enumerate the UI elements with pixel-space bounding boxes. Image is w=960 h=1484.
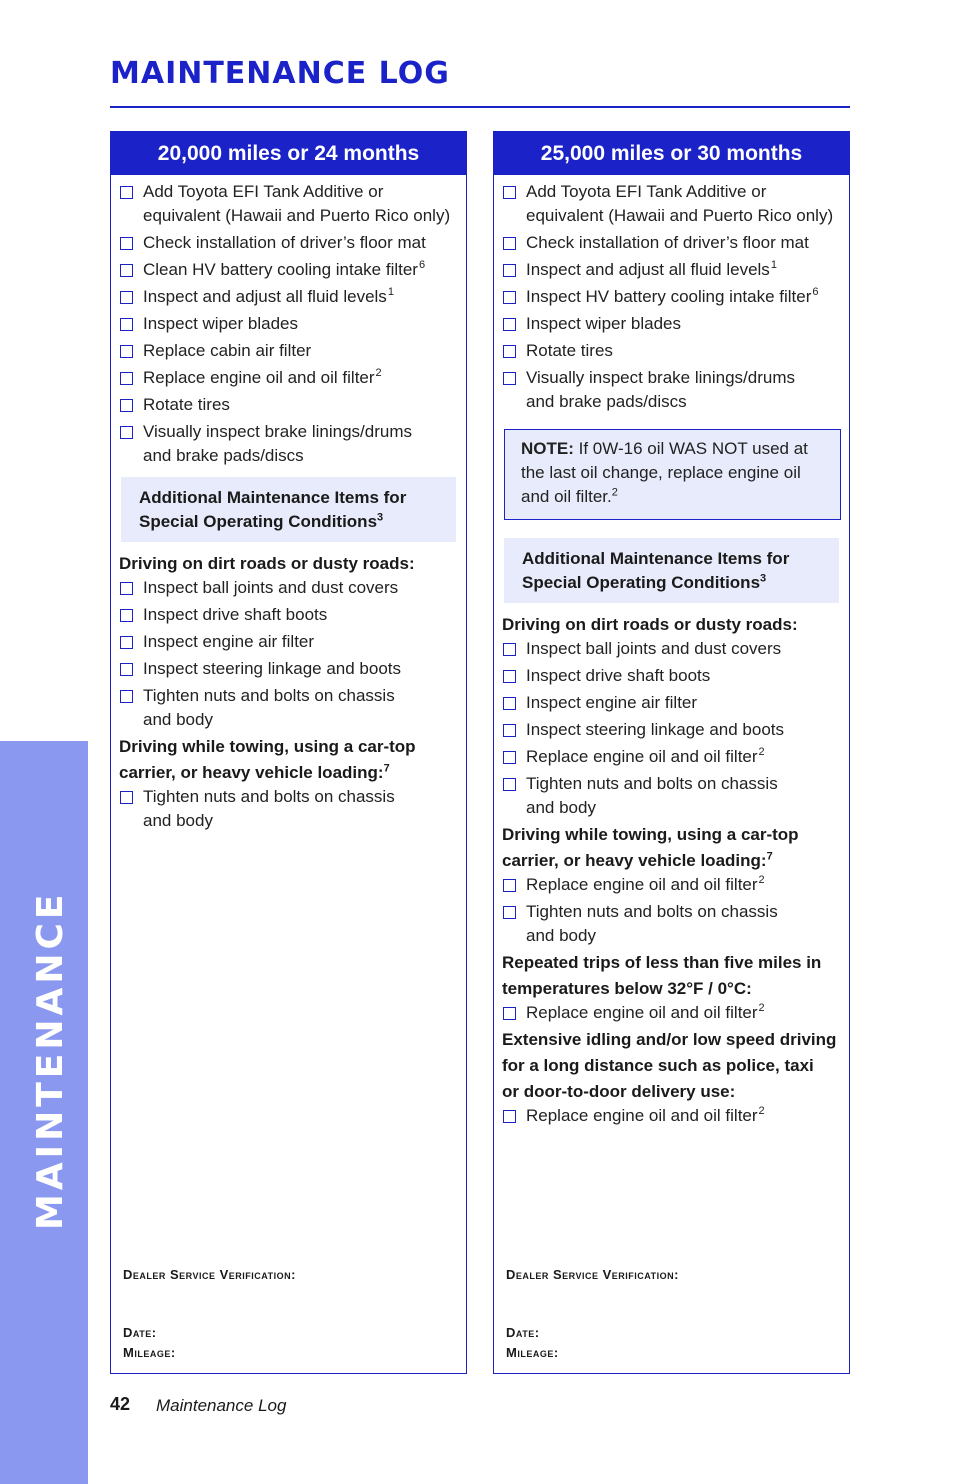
condition-heading-text: or door-to-door delivery use: xyxy=(502,1082,736,1101)
note-text: and oil filter. xyxy=(521,487,612,506)
item-text: Visually inspect brake linings/drums xyxy=(143,422,412,441)
checkbox[interactable] xyxy=(120,372,133,385)
footnote-ref: 7 xyxy=(766,850,773,863)
checklist-item xyxy=(502,285,841,309)
page-title: MAINTENANCE LOG xyxy=(110,56,450,91)
item-text: Tighten nuts and bolts on chassis xyxy=(526,902,778,921)
item-text: Check installation of driver’s floor mat xyxy=(526,233,809,252)
checklist-item xyxy=(502,718,841,742)
checkbox[interactable] xyxy=(503,670,516,683)
checklist-item xyxy=(119,603,458,627)
checkbox[interactable] xyxy=(503,778,516,791)
checklist-item xyxy=(119,366,458,390)
checklist-item xyxy=(502,180,841,228)
condition-heading xyxy=(502,977,841,1001)
checklist-item xyxy=(502,231,841,255)
checklist-item xyxy=(119,420,458,468)
condition-heading xyxy=(502,951,841,975)
checkbox[interactable] xyxy=(120,636,133,649)
item-text-continued: and brake pads/discs xyxy=(143,446,304,465)
checklist-item xyxy=(502,312,841,336)
additional-title-line: Additional Maintenance Items for xyxy=(139,488,407,507)
checklist-item xyxy=(119,285,458,309)
item-text: Inspect steering linkage and boots xyxy=(526,720,785,739)
right-panel xyxy=(493,131,850,1374)
right-checklist xyxy=(502,180,841,414)
item-text: Replace engine oil and oil filter xyxy=(526,1003,758,1022)
item-text: Check installation of driver’s floor mat xyxy=(143,233,426,252)
note-box xyxy=(504,429,841,520)
item-text: Replace engine oil and oil filter xyxy=(143,368,375,387)
page-number: 42 xyxy=(110,1394,131,1414)
checklist-item xyxy=(502,1104,841,1128)
checklist-item xyxy=(119,657,458,681)
condition-heading xyxy=(502,1080,841,1104)
mileage-label: Mileage: xyxy=(123,1345,176,1360)
item-text: Inspect HV battery cooling intake filter xyxy=(526,287,812,306)
left-conditions xyxy=(119,552,458,833)
checkbox[interactable] xyxy=(120,318,133,331)
checklist-item xyxy=(119,785,458,833)
checkbox[interactable] xyxy=(120,609,133,622)
checklist-item xyxy=(119,312,458,336)
footnote-ref: 3 xyxy=(377,511,384,524)
item-text: Visually inspect brake linings/drums xyxy=(526,368,795,387)
item-text: Inspect drive shaft boots xyxy=(143,605,328,624)
condition-heading xyxy=(119,735,458,759)
checkbox[interactable] xyxy=(120,426,133,439)
condition-heading-text: Repeated trips of less than five miles in xyxy=(502,953,822,972)
item-text: Rotate tires xyxy=(526,341,613,360)
item-text-continued: and body xyxy=(143,811,213,830)
checklist-item xyxy=(502,772,841,820)
item-text-continued: and body xyxy=(143,710,213,729)
item-text: Inspect wiper blades xyxy=(526,314,681,333)
item-text: Replace engine oil and oil filter xyxy=(526,747,758,766)
checklist-item xyxy=(119,684,458,732)
footnote-ref: 2 xyxy=(758,1002,765,1015)
right-panel-body xyxy=(494,175,849,1128)
item-text: Replace engine oil and oil filter xyxy=(526,875,758,894)
condition-heading xyxy=(502,1028,841,1052)
condition-heading-text: Driving on dirt roads or dusty roads: xyxy=(119,554,415,573)
checkbox[interactable] xyxy=(120,399,133,412)
condition-heading-text: carrier, or heavy vehicle loading: xyxy=(502,851,767,870)
condition-heading xyxy=(502,1054,841,1078)
checklist-item xyxy=(119,630,458,654)
footnote-ref: 2 xyxy=(758,874,765,887)
checklist-item xyxy=(502,900,841,948)
checklist-item xyxy=(502,339,841,363)
note-label: NOTE: xyxy=(521,439,574,458)
mileage-label: Mileage: xyxy=(506,1345,559,1360)
note-text: the last oil change, replace engine oil xyxy=(521,463,801,482)
checkbox[interactable] xyxy=(120,663,133,676)
condition-heading-text: Driving while towing, using a car-top xyxy=(502,825,799,844)
checkbox[interactable] xyxy=(120,690,133,703)
item-text: Inspect and adjust all fluid levels xyxy=(143,287,387,306)
additional-title-line: Special Operating Conditions xyxy=(139,512,378,531)
checklist-item xyxy=(502,664,841,688)
condition-heading xyxy=(119,552,458,576)
item-text-continued: and body xyxy=(526,798,596,817)
checklist-item xyxy=(119,339,458,363)
item-text: Replace engine oil and oil filter xyxy=(526,1106,758,1125)
left-checklist xyxy=(119,180,458,468)
date-label: Date: xyxy=(506,1325,540,1340)
checklist-item xyxy=(502,366,841,414)
item-text: Tighten nuts and bolts on chassis xyxy=(526,774,778,793)
dealer-verification-label: Dealer Service Verification: xyxy=(506,1267,679,1282)
condition-heading xyxy=(502,823,841,847)
item-text-continued: equivalent (Hawaii and Puerto Rico only) xyxy=(526,206,834,225)
footnote-ref: 7 xyxy=(383,762,390,775)
checklist-item xyxy=(119,231,458,255)
item-text: Add Toyota EFI Tank Additive or xyxy=(143,182,384,201)
note-text: If 0W-16 oil WAS NOT used at xyxy=(578,439,808,458)
condition-heading xyxy=(502,849,841,873)
checklist-item xyxy=(502,1001,841,1025)
checkbox[interactable] xyxy=(503,318,516,331)
checkbox[interactable] xyxy=(503,1110,516,1123)
footnote-ref: 2 xyxy=(758,1105,765,1118)
side-tab-label: MAINTENANCE xyxy=(30,890,71,1230)
additional-title-line: Additional Maintenance Items for xyxy=(522,549,790,568)
footnote-ref: 6 xyxy=(812,286,819,299)
checklist-item xyxy=(119,180,458,228)
condition-heading-text: for a long distance such as police, taxi xyxy=(502,1056,814,1075)
checklist-item xyxy=(119,258,458,282)
condition-heading xyxy=(119,761,458,785)
item-text-continued: and body xyxy=(526,926,596,945)
condition-heading-text: Extensive idling and/or low speed driving xyxy=(502,1030,837,1049)
left-panel xyxy=(110,131,467,1374)
footnote-ref: 1 xyxy=(770,259,777,272)
left-panel-header: 20,000 miles or 24 months xyxy=(111,132,466,175)
item-text: Tighten nuts and bolts on chassis xyxy=(143,787,395,806)
checkbox[interactable] xyxy=(120,264,133,277)
additional-title-line: Special Operating Conditions xyxy=(522,573,761,592)
checkbox[interactable] xyxy=(120,291,133,304)
left-additional-items-box xyxy=(121,477,456,542)
footnote-ref: 2 xyxy=(375,367,382,380)
checkbox[interactable] xyxy=(503,643,516,656)
checklist-item xyxy=(502,873,841,897)
checklist-item xyxy=(119,393,458,417)
item-text: Inspect steering linkage and boots xyxy=(143,659,402,678)
checkbox[interactable] xyxy=(503,751,516,764)
right-panel-header: 25,000 miles or 30 months xyxy=(494,132,849,175)
checklist-item xyxy=(119,576,458,600)
item-text: Inspect drive shaft boots xyxy=(526,666,711,685)
footnote-ref: 3 xyxy=(760,572,767,585)
checklist-item xyxy=(502,258,841,282)
dealer-verification-label: Dealer Service Verification: xyxy=(123,1267,296,1282)
item-text: Inspect wiper blades xyxy=(143,314,298,333)
checkbox[interactable] xyxy=(120,582,133,595)
date-label: Date: xyxy=(123,1325,157,1340)
checkbox[interactable] xyxy=(503,906,516,919)
checkbox[interactable] xyxy=(120,186,133,199)
item-text: Inspect engine air filter xyxy=(526,693,698,712)
checklist-item xyxy=(502,691,841,715)
item-text: Inspect ball joints and dust covers xyxy=(143,578,399,597)
checkbox[interactable] xyxy=(120,791,133,804)
footnote-ref: 1 xyxy=(387,286,394,299)
item-text: Add Toyota EFI Tank Additive or xyxy=(526,182,767,201)
checkbox[interactable] xyxy=(503,186,516,199)
item-text: Clean HV battery cooling intake filter xyxy=(143,260,418,279)
checkbox[interactable] xyxy=(503,264,516,277)
checkbox[interactable] xyxy=(503,372,516,385)
right-additional-items-box xyxy=(504,538,839,603)
checkbox[interactable] xyxy=(503,879,516,892)
item-text: Tighten nuts and bolts on chassis xyxy=(143,686,395,705)
condition-heading-text: Driving on dirt roads or dusty roads: xyxy=(502,615,798,634)
footnote-ref: 2 xyxy=(611,486,618,499)
checkbox[interactable] xyxy=(503,724,516,737)
condition-heading xyxy=(502,613,841,637)
condition-heading-text: Driving while towing, using a car-top xyxy=(119,737,416,756)
item-text: Inspect engine air filter xyxy=(143,632,315,651)
item-text: Inspect ball joints and dust covers xyxy=(526,639,782,658)
checkbox[interactable] xyxy=(503,697,516,710)
condition-heading-text: temperatures below 32°F / 0°C: xyxy=(502,979,752,998)
checklist-item xyxy=(502,745,841,769)
checkbox[interactable] xyxy=(120,237,133,250)
checkbox[interactable] xyxy=(503,345,516,358)
footnote-ref: 6 xyxy=(418,259,426,272)
item-text: Replace cabin air filter xyxy=(143,341,312,360)
checkbox[interactable] xyxy=(503,1007,516,1020)
title-divider xyxy=(110,106,850,108)
right-conditions xyxy=(502,613,841,1128)
item-text: Inspect and adjust all fluid levels xyxy=(526,260,770,279)
checkbox[interactable] xyxy=(503,291,516,304)
item-text: Rotate tires xyxy=(143,395,230,414)
footer-label: Maintenance Log xyxy=(156,1396,287,1415)
footnote-ref: 2 xyxy=(758,746,765,759)
checkbox[interactable] xyxy=(120,345,133,358)
condition-heading-text: carrier, or heavy vehicle loading: xyxy=(119,763,384,782)
item-text-continued: and brake pads/discs xyxy=(526,392,687,411)
checklist-item xyxy=(502,637,841,661)
left-panel-body xyxy=(111,175,466,833)
item-text-continued: equivalent (Hawaii and Puerto Rico only) xyxy=(143,206,451,225)
checkbox[interactable] xyxy=(503,237,516,250)
